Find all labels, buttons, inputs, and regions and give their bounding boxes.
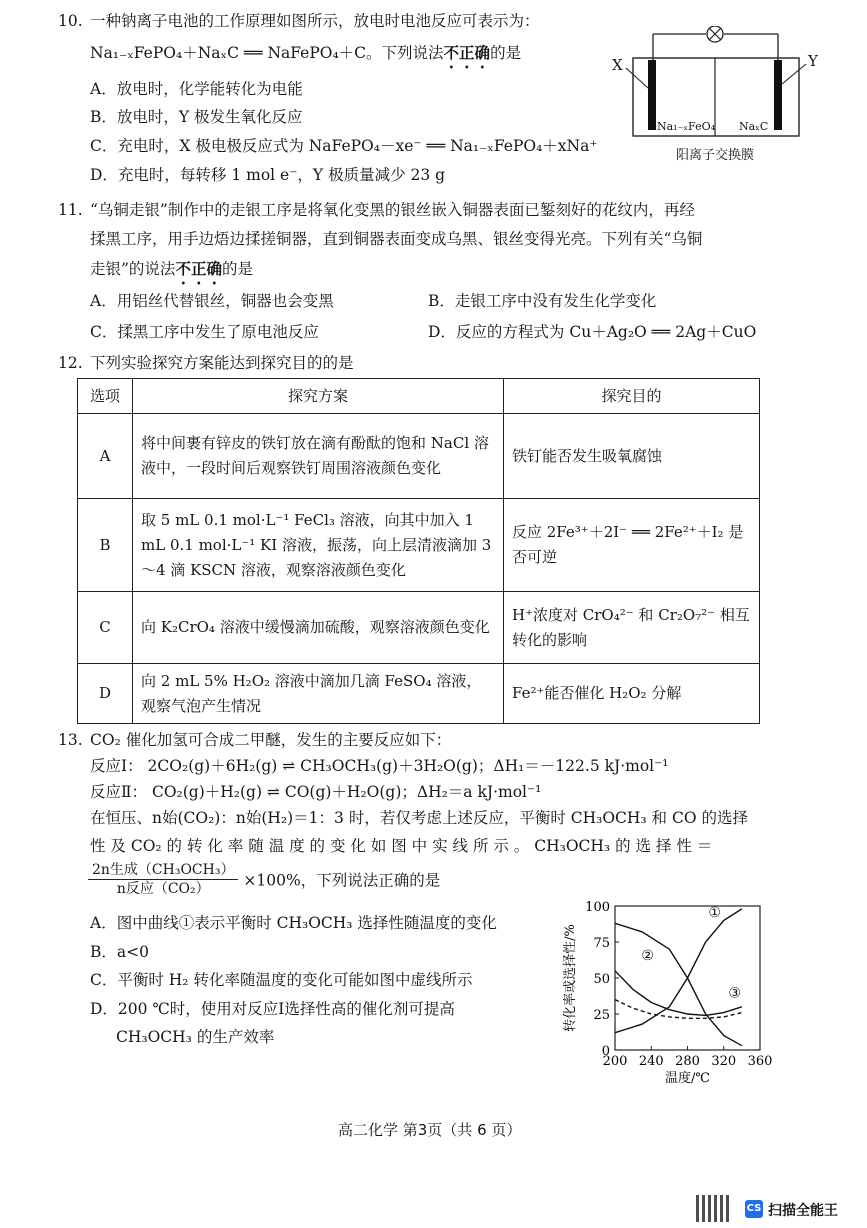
series-line-dashed	[615, 1000, 742, 1019]
q10-stem-emphasis: 不正确	[443, 43, 491, 62]
q10-option-b: B．放电时，Y 极发生氧化反应	[90, 108, 303, 126]
q11-number: 11.	[58, 201, 83, 219]
q11-emphasis: 不正确	[175, 259, 222, 278]
series-label: ③	[728, 985, 741, 1002]
q13-option-a: A．图中曲线①表示平衡时 CH₃OCH₃ 选择性随温度的变化	[90, 914, 497, 932]
q11-option-c: C．揉黑工序中发生了原电池反应	[90, 323, 319, 341]
scanner-logo-icon: CS	[745, 1200, 763, 1218]
battery-membrane-label: 阳离子交换膜	[676, 148, 755, 163]
q13-option-c: C．平衡时 H₂ 转化率随温度的变化可能如图中虚线所示	[90, 971, 473, 989]
q10-stem-line1: 一种钠离子电池的工作原理如图所示，放电时电池反应可表示为：	[90, 12, 540, 30]
selectivity-chart	[560, 892, 800, 1092]
q12-number: 12.	[58, 354, 83, 372]
x-tick-label: 280	[675, 1054, 700, 1069]
table-cell-goal: H⁺浓度对 CrO₄²⁻ 和 Cr₂O₇²⁻ 相互转化的影响	[504, 592, 760, 664]
table-cell-option: A	[78, 414, 133, 499]
q11-line3-post: 的是	[221, 260, 253, 278]
q10-option-d: D．充电时，每转移 1 mol e⁻，Y 极质量减少 23 g	[90, 166, 446, 184]
x-tick-label: 200	[602, 1054, 628, 1069]
table-cell-plan: 向 2 mL 5% H₂O₂ 溶液中滴加几滴 FeSO₄ 溶液，观察气泡产生情况	[133, 664, 504, 724]
q11-line2: 揉黑工序，用手边焐边揉搓铜器，直到铜器表面变成乌黑、银丝变得光亮。下列有关“乌铜	[90, 230, 703, 248]
x-tick-label: 240	[638, 1054, 664, 1069]
q12-stem: 下列实验探究方案能达到探究目的的是	[90, 354, 354, 372]
table-cell-option: C	[78, 592, 133, 664]
table-header-goal: 探究目的	[504, 379, 760, 414]
table-cell-plan: 取 5 mL 0.1 mol·L⁻¹ FeCl₃ 溶液，向其中加入 1 mL 0.1 mol·L⁻¹ KI 溶液，振荡，向上层清液滴加 3～4 滴 KSCN 溶液，观察溶液颜色变化	[133, 499, 504, 592]
table-header-plan: 探究方案	[133, 379, 504, 414]
y-tick-label: 100	[585, 900, 610, 915]
table-header-row	[78, 379, 760, 414]
fraction-numerator: 2n生成（CH₃OCH₃）	[88, 861, 238, 880]
series-line	[615, 909, 742, 1033]
y-axis-label: 转化率或选择性/%	[563, 924, 578, 1032]
q13-line4: 性 及 CO₂ 的 转 化 率 随 温 度 的 变 化 如 图 中 实 线 所 示 。 CH₃OCH₃ 的 选 择 性 ＝	[90, 837, 713, 855]
q13-number: 13.	[58, 731, 83, 749]
q13-reaction-1: 反应Ⅰ： 2CO₂(g)＋6H₂(g) ⇌ CH₃OCH₃(g)＋3H₂O(g)；ΔH₁＝－122.5 kJ·mol⁻¹	[90, 757, 669, 775]
table-cell-goal: Fe²⁺能否催化 H₂O₂ 分解	[504, 664, 760, 724]
table-header-option: 选项	[78, 379, 133, 414]
table-cell-option: D	[78, 664, 133, 724]
fraction-suffix: ×100%，下列说法正确的是	[243, 871, 441, 890]
table-cell-plan: 向 K₂CrO₄ 溶液中缓慢滴加硫酸，观察溶液颜色变化	[133, 592, 504, 664]
table-cell-option: B	[78, 499, 133, 592]
x-axis-label: 温度/℃	[665, 1071, 710, 1086]
q10-stem-line2-post: 的是	[490, 44, 522, 62]
table-row	[78, 592, 760, 664]
y-tick-label: 25	[593, 1008, 610, 1023]
series-label: ①	[708, 904, 721, 921]
x-tick-label: 320	[711, 1054, 737, 1069]
q11-line3-pre: 走银”的说法	[90, 260, 176, 278]
q13-option-b: B．a<0	[90, 943, 149, 961]
q10-number: 10.	[58, 12, 83, 30]
table-cell-plan: 将中间裹有锌皮的铁钉放在滴有酚酞的饱和 NaCl 溶液中，一段时间后观察铁钉周围溶液颜色变化	[133, 414, 504, 499]
table-row	[78, 414, 760, 499]
q10-stem-line2-pre: Na₁₋ₓFePO₄＋NaₓC ══ NaFePO₄＋C。下列说法	[90, 44, 444, 62]
fraction-denominator: n反应（CO₂）	[116, 881, 210, 897]
q11-line3	[90, 256, 253, 288]
battery-label-y: Y	[808, 52, 818, 70]
q11-option-b: B．走银工序中没有发生化学变化	[428, 292, 657, 310]
q13-stem: CO₂ 催化加氢可合成二甲醚，发生的主要反应如下：	[90, 731, 452, 749]
table-row	[78, 664, 760, 724]
table-row	[78, 499, 760, 592]
q10-stem-line2	[90, 40, 521, 72]
q13-selectivity-formula	[88, 861, 440, 898]
q11-line1: “乌铜走银”制作中的走银工序是将氧化变黑的银丝嵌入铜器表面已錾刻好的花纹内，再经	[90, 201, 695, 219]
q13-line3: 在恒压、n始(CO₂)：n始(H₂)＝1：3 时，若仅考虑上述反应，平衡时 CH₃OCH₃ 和 CO 的选择	[90, 809, 748, 827]
table-cell-goal: 反应 2Fe³⁺＋2I⁻ ══ 2Fe²⁺＋I₂ 是否可逆	[504, 499, 760, 592]
battery-label-x: X	[612, 56, 623, 74]
scanner-brand: 扫描全能王	[768, 1203, 838, 1219]
y-tick-label: 0	[601, 1044, 610, 1059]
q13-reaction-2: 反应Ⅱ： CO₂(g)＋H₂(g) ⇌ CO(g)＋H₂O(g)；ΔH₂＝a kJ·mol⁻¹	[90, 783, 542, 801]
table-cell-goal: 铁钉能否发生吸氧腐蚀	[504, 414, 760, 499]
experiment-table	[77, 378, 760, 724]
x-tick-label: 360	[747, 1054, 773, 1069]
q13-option-d-line1: D．200 ℃时，使用对反应Ⅰ选择性高的催化剂可提高	[90, 1000, 455, 1018]
battery-right-electrode: NaₓC	[739, 120, 769, 133]
q10-option-a: A．放电时，化学能转化为电能	[90, 80, 303, 98]
q13-option-d-line2: CH₃OCH₃ 的生产效率	[116, 1028, 275, 1046]
q11-option-a: A．用铝丝代替银丝，铜器也会变黑	[90, 292, 334, 310]
selectivity-fraction	[88, 861, 238, 898]
qr-code	[696, 1195, 732, 1222]
q11-option-d: D．反应的方程式为 Cu＋Ag₂O ══ 2Ag＋CuO	[428, 323, 757, 341]
y-tick-label: 50	[593, 972, 610, 987]
series-label: ②	[641, 947, 654, 964]
q10-option-c: C．充电时，X 极电极反应式为 NaFePO₄－xe⁻ ══ Na₁₋ₓFePO₄＋xNa⁺	[90, 137, 598, 155]
y-tick-label: 75	[593, 936, 610, 951]
page-footer: 高二化学 第3页（共 6 页）	[338, 1121, 522, 1139]
battery-left-electrode: Na₁₋ₓFeO₄	[657, 120, 716, 133]
